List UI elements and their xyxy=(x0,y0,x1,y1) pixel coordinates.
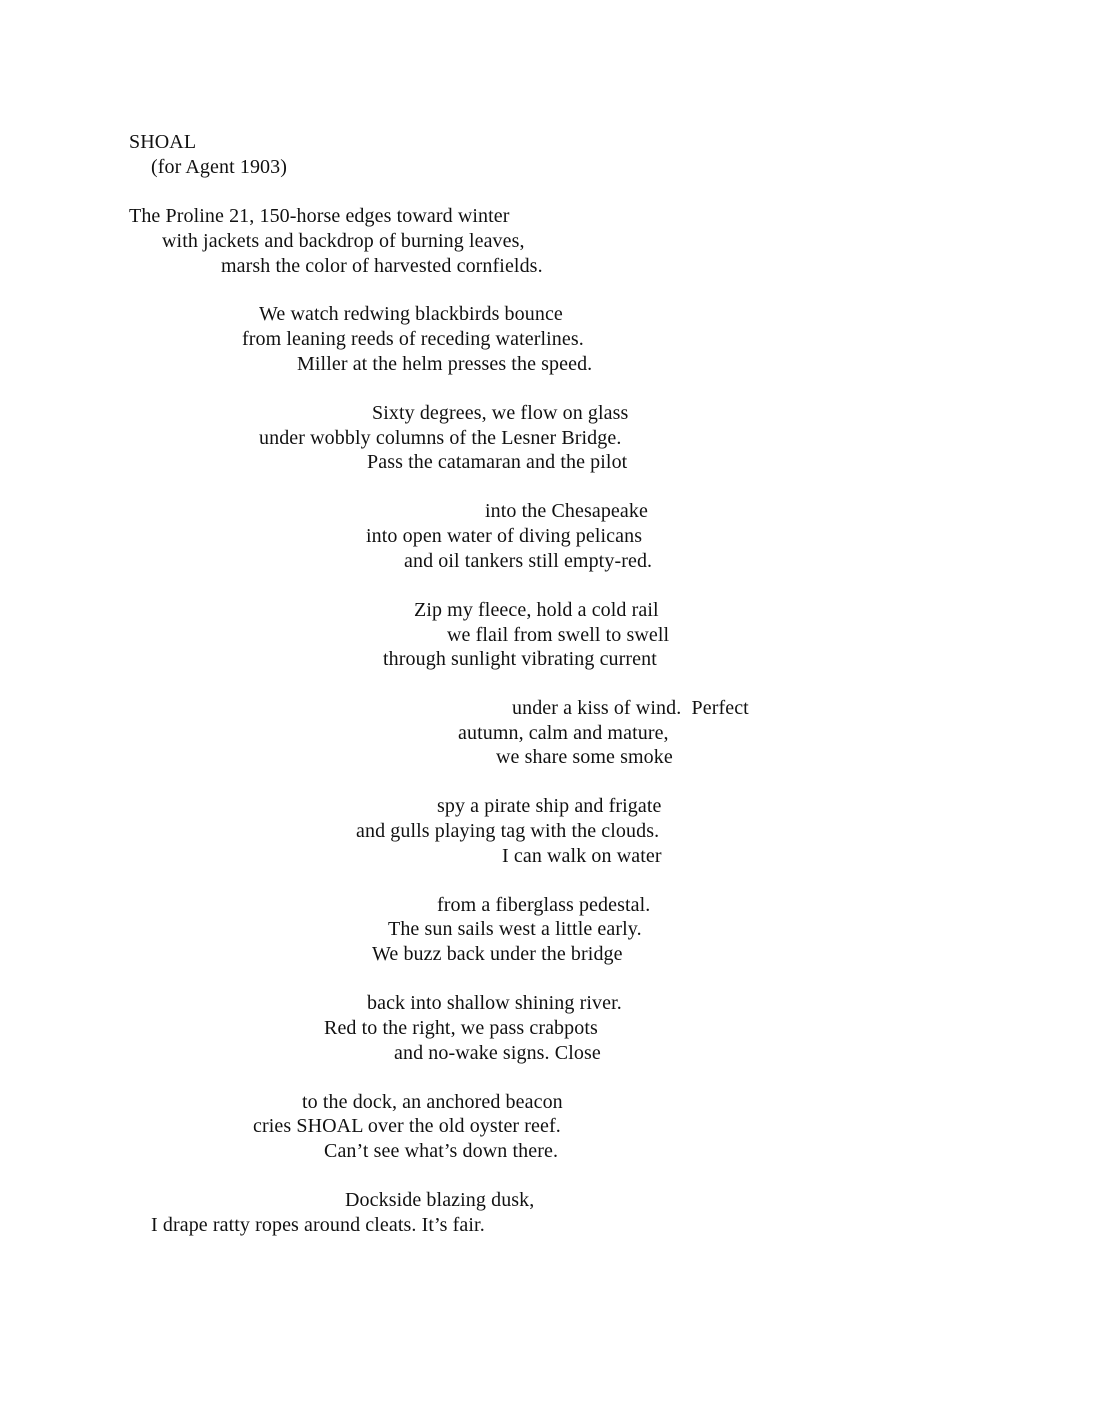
poem-line: into the Chesapeake xyxy=(485,500,648,522)
poem-line: cries SHOAL over the old oyster reef. xyxy=(253,1115,561,1137)
poem-line: we flail from swell to swell xyxy=(447,624,670,646)
poem-line: and gulls playing tag with the clouds. xyxy=(356,820,660,842)
poem-line: from a fiberglass pedestal. xyxy=(437,894,651,916)
poem-line: under wobbly columns of the Lesner Bridge. xyxy=(259,427,622,449)
poem-line: Can’t see what’s down there. xyxy=(324,1140,559,1162)
poem-line: I drape ratty ropes around cleats. It’s fair. xyxy=(151,1214,485,1236)
poem-line: to the dock, an anchored beacon xyxy=(302,1091,563,1113)
poem-line: and oil tankers still empty-red. xyxy=(404,550,653,572)
poem-line: We watch redwing blackbirds bounce xyxy=(259,303,563,325)
poem-line: Sixty degrees, we flow on glass xyxy=(372,402,629,424)
poem-line: and no-wake signs. Close xyxy=(394,1042,601,1064)
poem-line: Dockside blazing dusk, xyxy=(345,1189,535,1211)
poem-line: Pass the catamaran and the pilot xyxy=(367,451,628,473)
poem-line: spy a pirate ship and frigate xyxy=(437,795,662,817)
poem-line: through sunlight vibrating current xyxy=(383,648,657,670)
poem-dedication: (for Agent 1903) xyxy=(151,156,288,178)
poem-line: autumn, calm and mature, xyxy=(458,722,669,744)
poem-line: marsh the color of harvested cornfields. xyxy=(221,255,543,277)
poem-line: Zip my fleece, hold a cold rail xyxy=(414,599,659,621)
poem-title: SHOAL xyxy=(129,131,197,153)
poem-line: I can walk on water xyxy=(502,845,662,867)
poem-line: Red to the right, we pass crabpots xyxy=(324,1017,598,1039)
poem-line: The sun sails west a little early. xyxy=(388,918,642,940)
poem-line: We buzz back under the bridge xyxy=(372,943,623,965)
poem-line: with jackets and backdrop of burning leaves, xyxy=(162,230,525,252)
poem-line: back into shallow shining river. xyxy=(367,992,622,1014)
poem-line: we share some smoke xyxy=(496,746,673,768)
poem-line: Miller at the helm presses the speed. xyxy=(297,353,593,375)
poem-line: into open water of diving pelicans xyxy=(366,525,643,547)
poem-line: from leaning reeds of receding waterlines. xyxy=(242,328,584,350)
poem-line: under a kiss of wind. Perfect xyxy=(512,697,749,719)
poem-line: The Proline 21, 150-horse edges toward winter xyxy=(129,205,510,227)
